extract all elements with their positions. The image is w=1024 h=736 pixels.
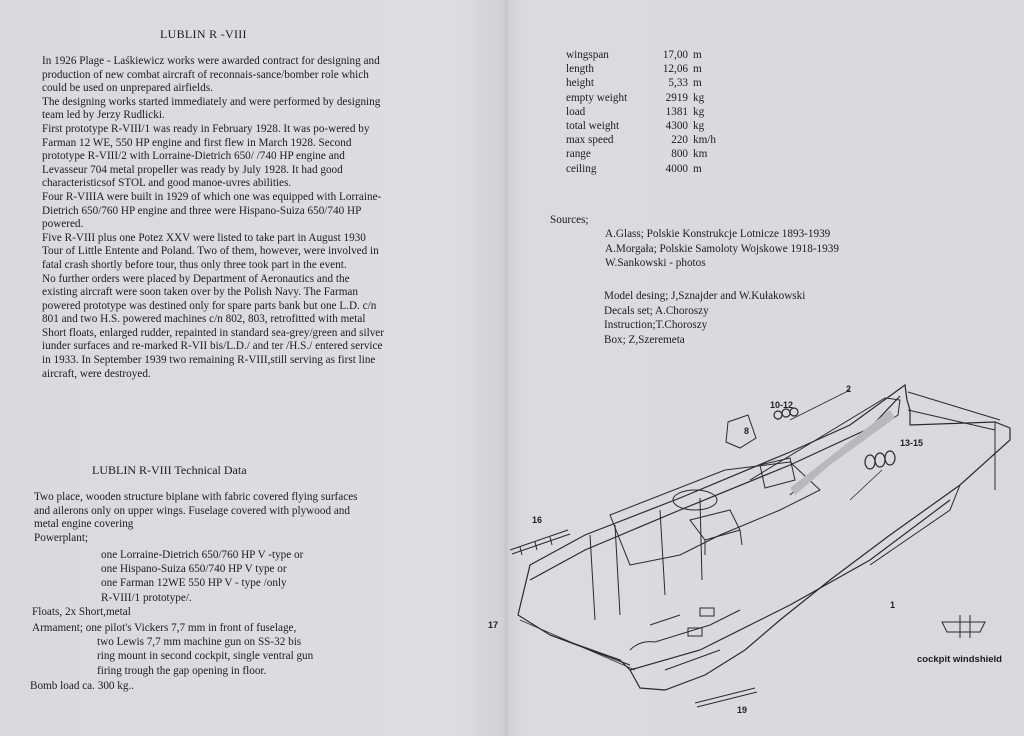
armament-text (32, 621, 362, 678)
spec-value: 4300 (665, 120, 688, 133)
spec-unit: km/h (693, 134, 716, 147)
powerplant-label: Powerplant; (34, 531, 89, 544)
armament-line: firing trough the gap opening in floor. (97, 664, 267, 677)
gauge-part (774, 411, 782, 419)
spec-unit: m (693, 162, 702, 175)
spec-label: range (566, 148, 591, 161)
history-text (42, 55, 387, 381)
source-item: A.Morgała; Polskie Samoloty Wojskowe 1918-1939 (605, 242, 839, 255)
callout-2: 2 (846, 384, 852, 394)
callout-17: 17 (488, 620, 499, 630)
spec-value: 17,00 (662, 49, 688, 61)
spec-value: 2919 (665, 91, 688, 104)
history-paragraph: First prototype R-VIII/1 was ready in February 1928. It was po-wered by Farman 12 WE, 550 HP engine and first flew in March 1928. Second prototype R-VIII/2 with Lorraine-Dietrich 650/ /740 HP engine and Levasseur 704 metal propeller was ready by July 1928. It had good characteristicsof STOL and good manoe-uvres abilities. (42, 122, 370, 190)
history-paragraph: In 1926 Plage - Laśkiewicz works were awarded contract for designing and production of new combat aircraft of reconnais-sance/bomber role which could be used on unprepared airfields. (42, 55, 380, 95)
specs-table (566, 48, 716, 176)
spec-row (566, 162, 716, 176)
spec-row (566, 62, 716, 76)
ring-part (885, 451, 895, 465)
ring-part (865, 455, 875, 469)
spec-label: load (566, 105, 586, 118)
spec-unit: m (693, 63, 702, 76)
ring-part (875, 453, 885, 467)
credits-list (604, 289, 805, 347)
spec-label: wingspan (566, 49, 609, 61)
spec-unit: m (693, 77, 702, 90)
armament-line: two Lewis 7,7 mm machine gun on SS-32 bis (97, 636, 302, 649)
history-paragraph: No further orders were placed by Department of Aeronautics and the existing aircraft were soon taken over by the Polish Navy. The Farman powered prototype was destined only for spare parts bank but one L.D. c/n 801 and two H.S. powered machines c/n 802, 803, retrofitted with metal Short floats, enlarged rudder, repainted in standard sea-grey/green and silver iunder surfaces and re-marked R-VII bis/L.D./ and ter /H.S./ entered service in 1933. In September 1939 two remaining R-VIII,still serving as first line aircraft, were destroyed. (42, 272, 384, 380)
spec-unit: km (693, 148, 708, 161)
powerplant-option: one Lorraine-Dietrich 650/760 HP V -type or (101, 549, 304, 561)
source-item: A.Glass; Polskie Konstrukcje Lotnicze 1893-1939 (605, 228, 831, 240)
spec-label: empty weight (566, 91, 628, 104)
callout-16: 16 (532, 515, 543, 525)
armament-line: ring mount in second cockpit, single ventral gun (97, 650, 314, 663)
sources-list (605, 227, 839, 271)
history-paragraph: Four R-VIIIA were built in 1929 of which one was equipped with Lorraine-Dietrich 650/760 HP engine and three were Hispano-Suiza 650/740 HP powered. (42, 190, 382, 231)
spec-unit: kg (693, 105, 705, 118)
headrest-part (726, 415, 756, 448)
callout-1: 1 (890, 600, 896, 610)
credit-item: Box; Z,Szeremeta (604, 333, 685, 346)
powerplant-option: one Farman 12WE 550 HP V - type /only (101, 577, 287, 590)
ring-mount (673, 490, 717, 510)
fuselage-outline (518, 385, 1010, 690)
history-paragraph: The designing works started immediately and were performed by designing team led by Jerzy Rudlicki. (42, 95, 381, 122)
vent-panel (700, 608, 714, 616)
windshield-icon (942, 615, 985, 638)
spec-row (566, 48, 716, 62)
tech-data-title: LUBLIN R-VIII Technical Data (92, 463, 247, 477)
fuselage-assembly-diagram (490, 370, 1020, 730)
spec-value: 220 (671, 134, 688, 147)
spec-unit: m (693, 49, 702, 61)
credit-item: Model desing; J,Sznajder and W.Kułakowski (604, 290, 806, 302)
spec-unit: kg (693, 120, 705, 133)
tech-intro (34, 491, 364, 545)
strut-part (510, 530, 570, 555)
spec-label: ceiling (566, 162, 597, 175)
spec-row (566, 147, 716, 161)
history-paragraph: Five R-VIII plus one Potez XXV were listed to take part in August 1930 Tour of Little Entente and Poland. Two of them, however, were involved in fatal crash shortly before tour, thus only three took part in the event. (42, 231, 379, 271)
gauge-part (782, 409, 790, 417)
spec-row (566, 133, 716, 147)
sources-label: Sources; (550, 214, 589, 226)
spec-row (566, 91, 716, 105)
spec-label: height (566, 77, 594, 90)
structure-description: Two place, wooden structure biplane with fabric covered flying surfaces and ailerons only on upper wings. Fuselage covered with plywood and metal engine covering (34, 491, 358, 531)
floats-text: Floats, 2x Short,metal (32, 606, 131, 618)
spec-row (566, 76, 716, 90)
page-title: LUBLIN R -VIII (160, 27, 247, 41)
callout-13-15: 13-15 (900, 438, 924, 448)
callout-10-12: 10-12 (770, 400, 794, 410)
callout-19: 19 (737, 705, 748, 715)
spec-label: length (566, 63, 594, 76)
spec-value: 1381 (665, 105, 688, 118)
credit-item: Instruction;T.Choroszy (604, 319, 708, 331)
side-panel (750, 398, 900, 495)
powerplant-option: R-VIII/1 prototype/. (101, 591, 192, 604)
callout-8: 8 (744, 426, 750, 436)
source-item: W.Sankowski - photos (605, 257, 706, 269)
spec-row (566, 119, 716, 133)
spec-value: 800 (671, 148, 688, 161)
credit-item: Decals set; A.Choroszy (604, 304, 709, 317)
spec-unit: kg (693, 91, 705, 104)
spec-value: 12,06 (662, 63, 688, 76)
powerplant-list (101, 548, 303, 605)
upper-longeron (530, 396, 900, 580)
seat (690, 510, 742, 555)
engine-cowling (630, 610, 740, 670)
armament-line: Armament; one pilot's Vickers 7,7 mm in front of fuselage, (32, 622, 297, 634)
powerplant-option: one Hispano-Suiza 650/740 HP V type or (101, 563, 287, 576)
windshield-label: cockpit windshield (917, 654, 1002, 665)
frame (590, 498, 702, 620)
spec-label: max speed (566, 134, 614, 147)
spec-value: 4000 (665, 162, 688, 175)
left-page (0, 0, 500, 736)
spec-value: 5,33 (668, 77, 688, 90)
lower-bar-part (695, 688, 757, 707)
spec-label: total weight (566, 120, 620, 133)
bomb-load: Bomb load ca. 300 kg.. (30, 680, 135, 692)
spec-row (566, 105, 716, 119)
